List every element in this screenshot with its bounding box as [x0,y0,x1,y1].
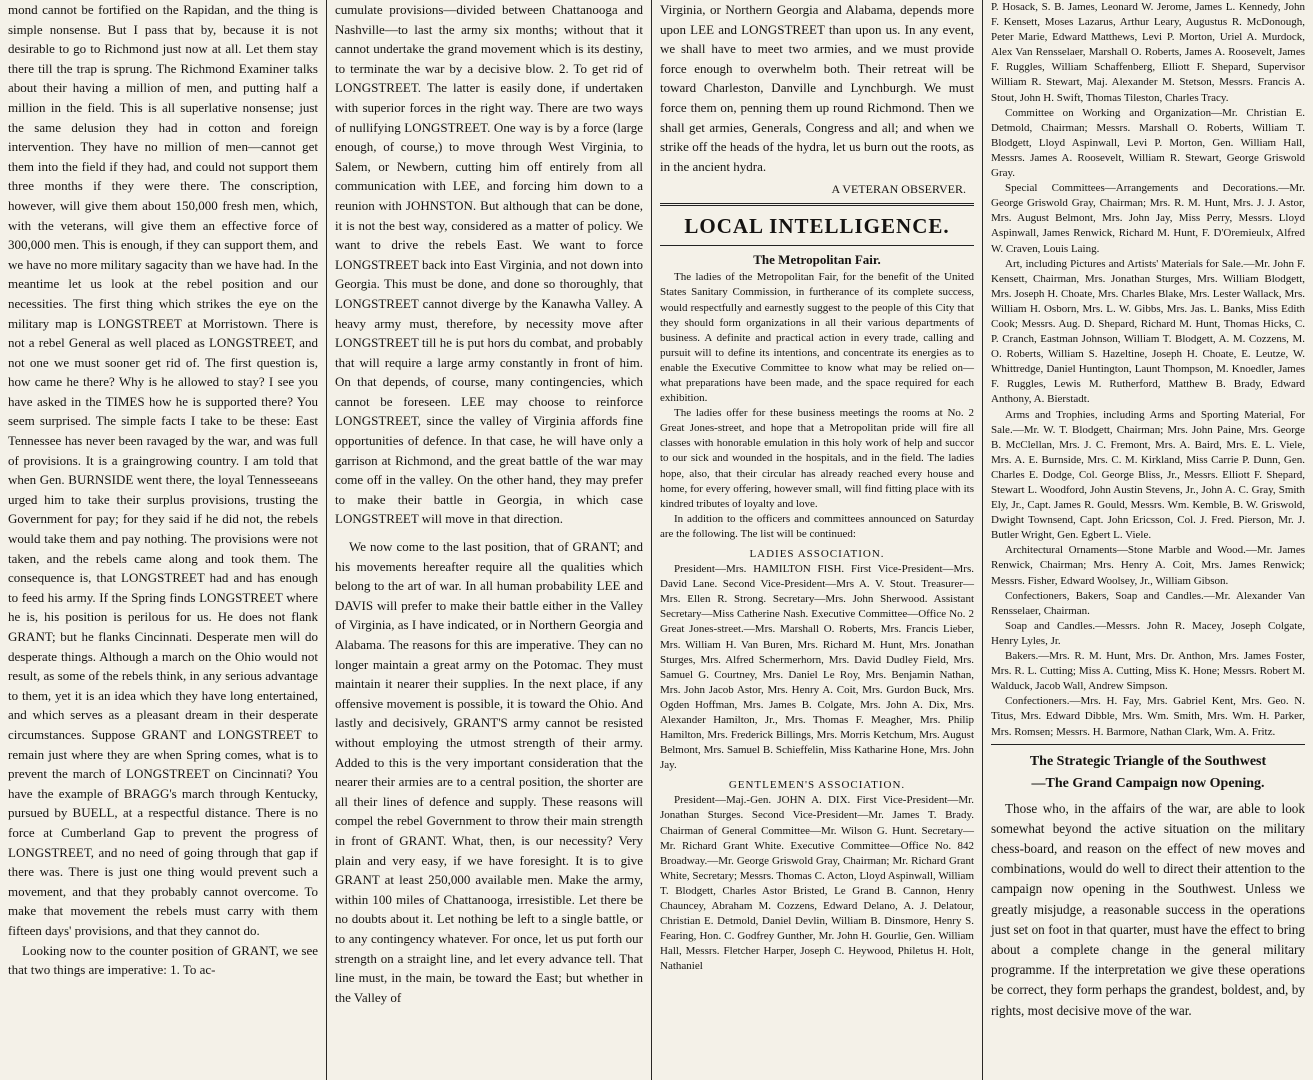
article-heading-line: The Strategic Triangle of the Southwest [1029,753,1267,769]
committee-paragraph: Committee on Working and Organization—Mr. Christian E. Detmold, Chairman; Messrs. Marshall O. Roberts, William T. Blodgett, Lloyd Aspinwall, Levi P. Morton, Gen. William Hall, Messrs. James A. Roosevelt, William R. Stewart, George Griswold Gray. [991,106,1305,180]
list-heading: LADIES ASSOCIATION. [749,548,885,561]
member-list: P. Hosack, S. B. James, Leonard W. Jerome, James L. Kennedy, John F. Kensett, Moses Lazarus, Arthur Leary, Augustus R. McDonough, Peter Marie, Edward Matthews, Levi P. Morton, Uriel A. Murdock, Alex Van Rensselaer, Marshall O. Roberts, James A. Roosevelt, James F. Ruggles, William Schaffenberg, Elliott F. Shepard, Supervisor William R. Stewart, Maj. Alexander M. Stetson, Messrs. Francis A. Stout, John H. Swift, Thomas Tileston, Charles Tracy. [991,1,1305,104]
column-4 [983,0,1313,1080]
committee-paragraph: Bakers.—Mrs. R. M. Hunt, Mrs. Dr. Anthon, Mrs. James Foster, Mrs. R. L. Cutting; Miss A. Cutting, Miss K. Hone; Messrs. Robert M. Walduck, Jacob Wall, Andrew Simpson. [991,650,1305,693]
member-list: President—Mrs. HAMILTON FISH. First Vice-President—Mrs. David Lane. Second Vice-President—Mrs A. V. Stout. Treasurer—Mrs. Ellen R. Strong. Secretary—Mrs. John Sherwood. Assistant Secretary—Miss Catherine Nash. Executive Committee—Office No. 2 Great Jones-street.—Mrs. Marshall O. Roberts, Mrs. Francis Lieber, Mrs. William H. Van Buren, Mrs. Richard M. Hunt, Mrs. Jonathan Sturges, Mrs. Alfred Schermerhorn, Mrs. David Dudley Field, Mrs. Samuel G. Courtney, Mrs. Daniel Le Roy, Mrs. Benjamin Nathan, Mrs. John Jacob Astor, Mrs. Henry A. Coit, Mrs. Gurdon Buck, Mrs. Ogden Hoffman, Mrs. James B. Colgate, Mrs. John A. Dix, Mrs. Alexander Hamilton, Jr., Mrs. Thomas F. Meagher, Mrs. Philip Hamilton, Mrs. Frederick Billings, Mrs. Morris Ketchum, Mrs. August Belmont, Mrs. Samuel B. Schieffelin, Miss Katharine Hone, Mrs. John Jay. [660,563,974,772]
heading-rule [660,245,974,246]
article-paragraph: Looking now to the counter position of GRANT, we see that two things are imperative: 1. To ac- [8,942,318,978]
committee-paragraph: Arms and Trophies, including Arms and Sporting Material, For Sale.—Mr. W. T. Blodgett, Chairman; Mrs. John Paine, Mrs. George B. McClellan, Mrs. J. C. Fremont, Mrs. A. Baird, Mrs. E. L. Viele, Mrs. A. E. Burnside, Mrs. C. M. Kirkland, Miss Carrie P. Dunn, Gen. Charles E. Dodge, Col. George Bliss, Jr., Messrs. Elliott F. Shepard, Stewart L. Woodford, John Austin Stevens, Jr., John A. C. Gray, Smith Ely, Jr., Capt. James R. Gould, Messrs. Wm. Kemble, B. W. Griswold, Dwight Townsend, Capt. John Ericsson, Col. J. Fred. Pierson, Mr. J. Butler Wright, Gen. Egbert L. Viele. [991,408,1305,542]
article-paragraph: The ladies of the Metropolitan Fair, for the benefit of the United States Sanitary Commission, in furtherance of its complete success, would respectfully and earnestly suggest to the people of this City that they should form organizations in all their various departments of business. A definite and practical action in every trade, calling and pursuit will to define its intentions, and concentrate its energies as to enable the Executive Committee to know what may be relied on—what preparations have been made, and the space required for each exhibition. [660,271,974,405]
article-paragraph: cumulate provisions—divided between Chattanooga and Nashville—to last the army six months; without that it cannot undertake the grand movement which is its destiny, to terminate the war by a decisive blow. 2. To get rid of LONGSTREET. The latter is easily done, if undertaken with superior forces in the right way. There are two ways of nullifying LONGSTREET. One way is by a force (large enough, of course,) to move through West Virginia, to Salem, or Newbern, cutting him off entirely from all communication with LEE, and forcing him down to a reunion with JOHNSTON. But although that can be done, it is not the best way, considered as a matter of policy. We want to drive the rebels East. We want to force LONGSTREET back into East Virginia, and not down into Georgia. This must be done, and done so thoroughly, that LONGSTREET cannot diverge by the Kanawha Valley. A heavy army must, therefore, by necessity move after LONGSTREET till he is put hors du combat, and probably that will require a large army constantly in front of him. On that depends, of course, many contingencies, which cannot be foreseen. LEE may choose to reinforce LONGSTREET, since the valley of Virginia affords fine opportunities of defence. In that case, he will have only a garrison at Richmond, and the great battle of the war may come off in the valley. On the other hand, they may prefer to make their battle in Georgia, in which case LONGSTREET will move in that direction. [335,2,643,527]
article-paragraph: mond cannot be fortified on the Rapidan, and the thing is simple nonsense. But I pass that by, because it is not desirable to go to Richmond just now at all. Let them stay there till the trap is sprung. The Richmond Examiner talks about their having a million of men, and putting half a million in the field. This is all superlative nonsense; just the same delusion they had in cotton and foreign intervention. They have no million of men—cannot get them into the field if they had, and could not support them three months if they were there. The conscription, however, will give them about 150,000 fresh men, which, with the veterans, will give them an effective force of 300,000 men. This is enough, if they can support them, and we have no more military sagacity than we have had. In the meantime let us look at the rebel position and our necessities. The first thing which strikes the eye on the military map is LONGSTREET at Morristown. There is not a rebel General as well placed as LONGSTREET, and not one we must sooner get rid of. The first question is, how came he there? Why is he allowed to stay? I see you have asked in the TIMES how he is supported there? You seem surprised. The simple facts I take to be these: East Tennessee has never been ravaged by the war, and was full of provisions. It is a graingrowing country. I am told that when Gen. BURNSIDE went there, the loyal Tennesseeans urged him to take their surplus provisions, trusting the Government for pay; for they said if he did not, the rebels would take them and pay nothing. The provisions were not taken, and the rebels came along and took them. The consequence is, that LONGSTREET had and has enough to feed his army. If the Spring finds LONGSTREET where he is, his position is perilous for us. He does not flank GRANT; but he flanks Cincinnati. Desperate men will do desperate things. Although a march on the Ohio would not result, as some of the rebels think, in any serious advantage to them, yet it is an idea which they have long entertained, and which serves as a pleasant dream in their desperate circumstances. Suppose GRANT and LONGSTREET to remain just where they are when Spring comes, what is to prevent the march of LONGSTREET on Cincinnati? You have the example of BRAGG's march through Kentucky, pursued by BUELL, at a respectful distance. There is no force at Cumberland Gap to prevent the progress of LONGSTREET, and no need of going through that gap if there was. There is just one thing would prevent such a movement, and that they probably cannot overcome. To make that movement the rebels must carry with them fifteen days' provisions, and that they cannot do. [8,2,318,938]
article-heading: The Metropolitan Fair. [753,252,881,268]
article-paragraph: In addition to the officers and committees announced on Saturday are the following. The list will be continued: [660,512,974,540]
committee-paragraph: Architectural Ornaments—Stone Marble and Wood.—Mr. James Renwick, Chairman; Mrs. Henry A. Coit, Mrs. James Renwick; Messrs. Fisher, Edward Woolsey, Jr., William Gibson. [991,544,1305,587]
section-divider [991,744,1305,745]
member-list: President—Maj.-Gen. JOHN A. DIX. First Vice-President—Mr. Jonathan Sturges. Second Vice-President—Mr. James T. Brady. Chairman of General Committee—Mr. Wilson G. Hunt. Secretary—Mr. Richard Grant White. Executive Committee—Office No. 842 Broadway.—Mr. George Griswold Gray, Chairman; Mr. Richard Grant White, Secretary; Messrs. Thomas C. Acton, Lloyd Aspinwall, William T. Blodgett, Charles Astor Bristed, Le Grand B. Cannon, Henry Chauncey, Abraham M. Cozzens, Edward Delano, A. J. Delatour, Christian E. Detmold, Daniel Devlin, William B. Dinsmore, Henry S. Fearing, Hon. C. Godfrey Gunther, Mr. John H. Gourlie, Gen. William Hall, Messrs. Fletcher Harper, Joseph C. Heywood, Philetus H. Holt, Nathaniel [660,794,974,973]
column-2 [327,0,652,1080]
column-3 [652,0,983,1080]
section-heading: LOCAL INTELLIGENCE. [684,214,950,239]
committee-paragraph: Art, including Pictures and Artists' Materials for Sale.—Mr. John F. Kensett, Chairman, Mrs. Jonathan Sturges, Mrs. William Blodgett, Mrs. Joseph H. Choate, Mrs. Charles Blake, Mrs. Lester Wallack, Mrs. William H. Osborn, Mrs. L. W. Gibbs, Mrs. Jas. L. Banks, Miss Edith Cook; Messrs. Aug. D. Shepard, Richard M. Hunt, Thomas Hicks, C. P. Cranch, Eastman Johnson, William T. Blodgett, A. M. Cozzens, M. O. Roberts, William S. Hazeltine, Joseph H. Choate, E. Leutze, W. Whittredge, Daniel Huntington, Launt Thompson, M. Knoedler, James F. Ruggles, Lewis M. Rutherford, Matthew B. Brady, Edward Anthony, A. Bierstadt. [991,257,1305,406]
committee-paragraph: Confectioners.—Mrs. H. Fay, Mrs. Gabriel Kent, Mrs. Geo. N. Titus, Mrs. Edward Dibble, Mrs. Wm. Smith, Mrs. Wm. H. Parker, Mrs. Romsen; Messrs. H. Barmore, Nathan Clark, Wm. A. Fritz. [991,695,1305,738]
article-paragraph: Virginia, or Northern Georgia and Alabama, depends more upon LEE and LONGSTREET than upon us. In any event, we shall have to meet two armies, and we must provide force enough to overwhelm both. Their retreat will be toward Charleston, Danville and Lynchburgh. We must force them on, penning them up round Richmond. Then we shall get armies, Generals, Congress and all; and when we strike off the heads of the hydra, let us burn out the roots, as in the ancient hydra. [660,2,974,174]
article-paragraph: Those who, in the affairs of the war, are able to look somewhat beyond the active situation on the military chess-board, and reason on the effect of new moves and combinations, would do well to direct their attention to the campaign now opening in the Southwest. Unless we greatly misjudge, a reasonable success in the operations just set on foot in that quarter, must have the effect to bring about a complete change in the general military programme. If the interpretation we give these operations be correct, they form perhaps the grandest, boldest, and, by rights, most decisive move of the war. [991,800,1305,1018]
column-1 [0,0,327,1080]
article-heading-line: —The Grand Campaign now Opening. [1031,775,1265,791]
section-divider [660,203,974,206]
committee-paragraph: Soap and Candles.—Messrs. John R. Macey, Joseph Colgate, Henry Lyles, Jr. [991,619,1305,647]
committee-paragraph: Special Committees—Arrangements and Decorations.—Mr. George Griswold Gray, Chairman; Mrs. R. M. Hunt, Mrs. J. J. Astor, Mrs. August Belmont, Mrs. John Jay, Miss Perry, Messrs. Lloyd Aspinwall, James Renwick, Richard M. Hunt, F. D'Oremieulx, Alfred W. Craven, Louis Laing. [991,182,1305,255]
list-heading: GENTLEMEN'S ASSOCIATION. [728,779,906,792]
article-heading [991,751,1305,795]
article-paragraph: The ladies offer for these business meetings the rooms at No. 2 Great Jones-street, and hope that a Metropolitan pride will fire all classes with honorable emulation in this holy work of help and succor to our sick and wounded in the hospitals, and in the field. The ladies hope, also, that their circular has already reached every house and home, for every offering, however small, will find fitting place with its kindred tributes of loyalty and love. [660,407,974,510]
article-signature: A VETERAN OBSERVER. [831,182,966,197]
article-paragraph: We now come to the last position, that of GRANT; and his movements hereafter require all the qualities which belong to the art of war. In all human probability LEE and DAVIS will prefer to make their battle either in the Valley of Virginia, as I have indicated, or in Northern Georgia and Alabama. The reasons for this are imperative. They can no longer maintain a great army on the Potomac. They must maintain it nearer their supplies. In the next place, if any offensive movement is possible, it is toward the Ohio. And lastly and decisively, GRANT'S army cannot be resisted without employing the utmost strength of their army. Added to this is the very important consideration that the nearer their armies are to a central position, the shorter are all their lines of defence and supply. These reasons will compel the rebel Government to throw their main strength in front of GRANT. What, then, is our necessity? Very plain and very easy, if we have foresight. It is to give GRANT at least 250,000 available men. Make the army, within 100 miles of Chattanooga, irresistible. Let there be no doubts about it. Let nothing be left to a single battle, or to any contingency whatever. For once, let us put forth our strength on a straight line, and let every advance tell. That line must, in the main, be toward the East; but whether in the Valley of [335,539,643,1005]
committee-paragraph: Confectioners, Bakers, Soap and Candles.—Mr. Alexander Van Rensselaer, Chairman. [991,589,1305,617]
